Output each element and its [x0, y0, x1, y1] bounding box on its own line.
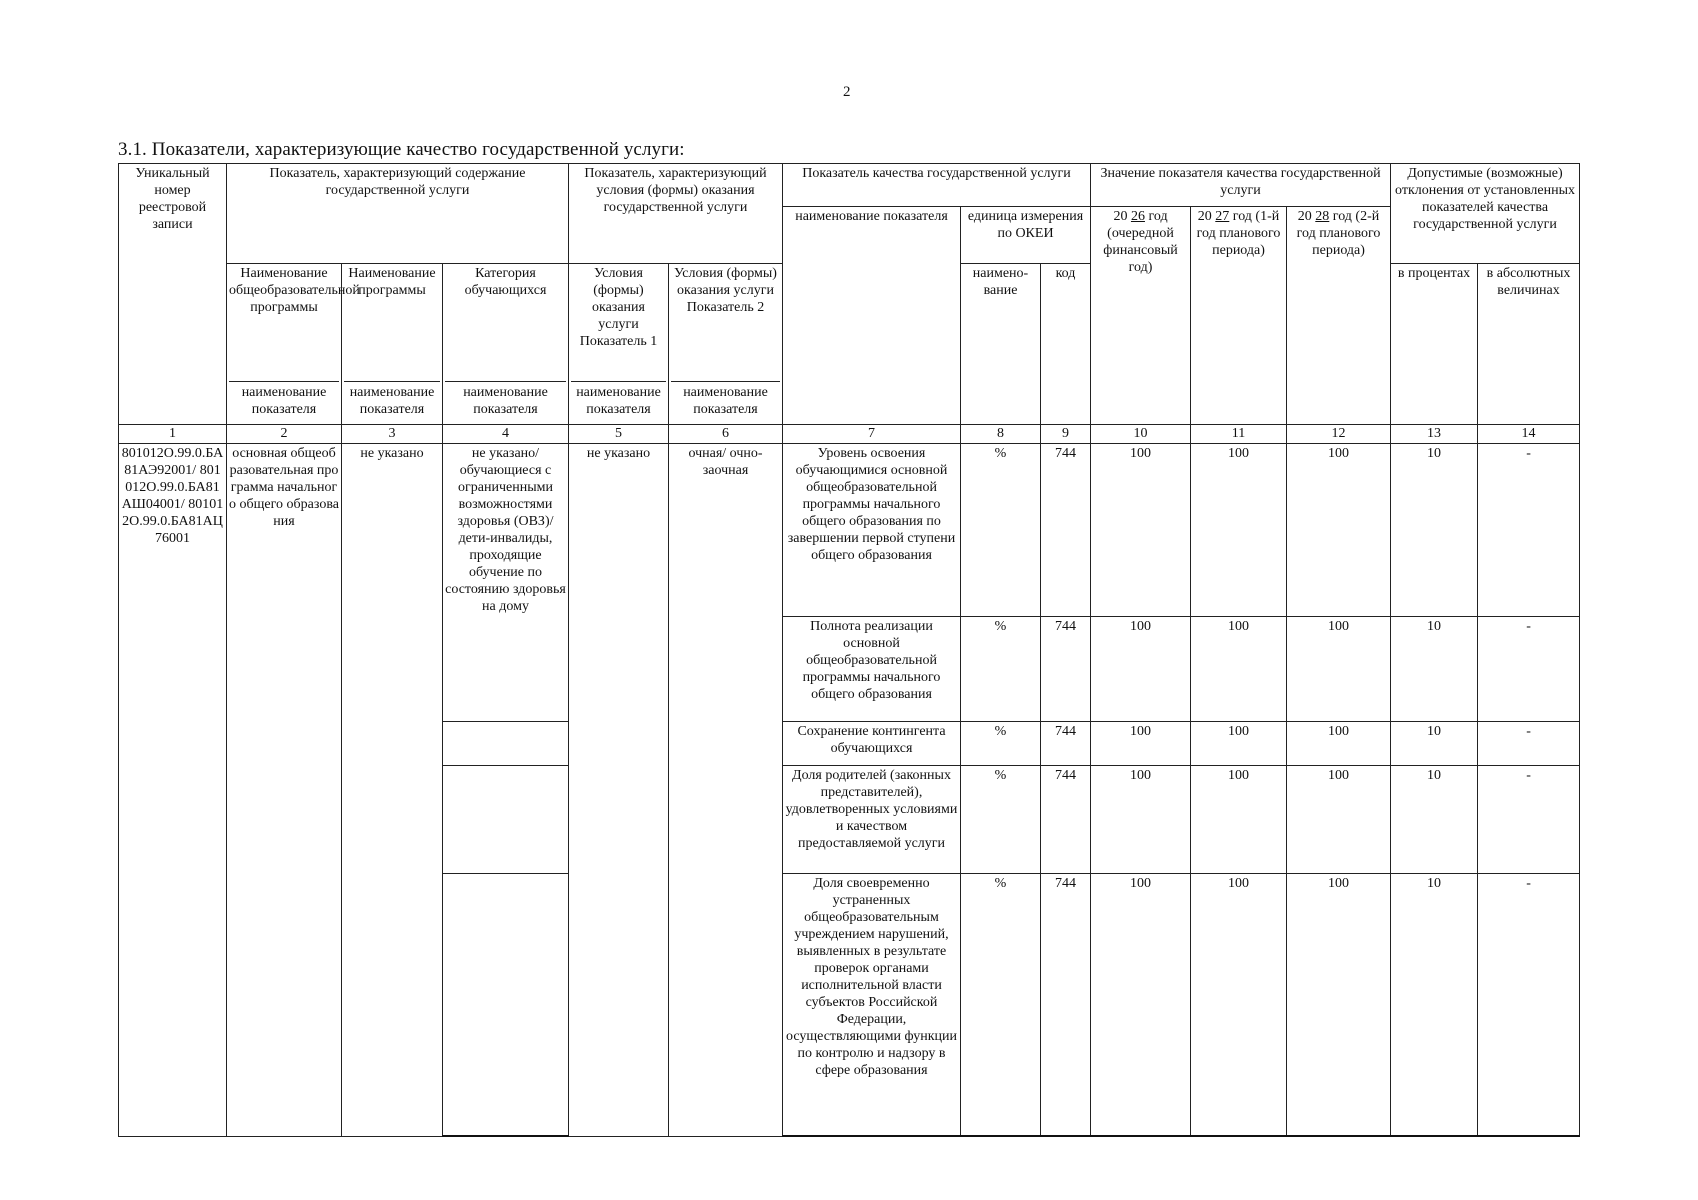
header-conditions-group: Показатель, характеризующий условия (формы) оказания государственной услуги — [569, 164, 783, 264]
header-col3: Наименование программы наименование показателя — [342, 264, 443, 425]
indicator-name: Сохранение контингента обучающихся — [783, 721, 961, 765]
indicator-name: Доля своевременно устраненных общеобразовательным учреждением нарушений, выявленных в результате проверок органами исполнительной власти субъектов Российской Федерации, осуществляющими функции по контролю и надзору в сфере образования — [783, 873, 961, 1136]
indicator-year-1: 100 — [1091, 616, 1191, 721]
header-col4: Категория обучающихся наименование показателя — [443, 264, 569, 425]
column-number: 8 — [961, 425, 1041, 444]
column-number: 5 — [569, 425, 669, 444]
indicator-year-1: 100 — [1091, 765, 1191, 873]
section-title: 3.1. Показатели, характеризующие качество государственной услуги: — [118, 139, 685, 160]
table-row — [119, 444, 1580, 617]
column-number: 7 — [783, 425, 961, 444]
record-category: не указано/ обучающиеся с ограниченными возможностями здоровья (ОВЗ)/ дети-инвалиды, проходящие обучение по состоянию здоровья на дому — [443, 444, 569, 617]
indicator-year-3: 100 — [1287, 873, 1391, 1136]
record-category-continuation — [443, 765, 569, 873]
indicator-percent: 10 — [1391, 721, 1478, 765]
record-category-continuation — [443, 873, 569, 1136]
indicator-year-1: 100 — [1091, 721, 1191, 765]
indicator-code: 744 — [1041, 873, 1091, 1136]
indicator-code: 744 — [1041, 444, 1091, 617]
column-number: 12 — [1287, 425, 1391, 444]
header-col6: Условия (формы) оказания услуги Показатель 2 наименование показателя — [669, 264, 783, 425]
column-number: 14 — [1478, 425, 1580, 444]
header-okei-name: наимено-вание — [961, 264, 1041, 425]
indicator-year-2: 100 — [1191, 616, 1287, 721]
header-year-2: 20 27 год (1-й год планового периода) — [1191, 207, 1287, 425]
indicator-year-1: 100 — [1091, 873, 1191, 1136]
record-number: 801012О.99.0.БА81АЭ92001/ 801012О.99.0.БА81АШ04001/ 801012О.99.0.БА81АЦ76001 — [119, 444, 227, 1137]
indicator-percent: 10 — [1391, 873, 1478, 1136]
header-year-1: 20 26 год (очередной финансовый год) — [1091, 207, 1191, 425]
column-number: 4 — [443, 425, 569, 444]
indicator-name: Доля родителей (законных представителей), удовлетворенных условиями и качеством предоставляемой услуги — [783, 765, 961, 873]
column-number: 11 — [1191, 425, 1287, 444]
indicator-absolute: - — [1478, 765, 1580, 873]
column-number: 1 — [119, 425, 227, 444]
column-number: 6 — [669, 425, 783, 444]
header-absolute: в абсолютных величинах — [1478, 264, 1580, 425]
indicator-absolute: - — [1478, 721, 1580, 765]
record-program: основная общеобразовательная программа начального общего образования — [227, 444, 342, 1137]
header-col2: Наименование общеобразовательной программы наименование показателя — [227, 264, 342, 425]
indicator-unit: % — [961, 616, 1041, 721]
indicator-year-2: 100 — [1191, 873, 1287, 1136]
indicator-absolute: - — [1478, 444, 1580, 617]
indicator-absolute: - — [1478, 873, 1580, 1136]
indicator-unit: % — [961, 873, 1041, 1136]
indicator-unit: % — [961, 721, 1041, 765]
indicator-percent: 10 — [1391, 765, 1478, 873]
header-deviation-group: Допустимые (возможные) отклонения от установленных показателей качества государственной услуги — [1391, 164, 1580, 264]
indicator-unit: % — [961, 444, 1041, 617]
indicator-absolute: - — [1478, 616, 1580, 721]
indicator-code: 744 — [1041, 765, 1091, 873]
indicator-year-3: 100 — [1287, 765, 1391, 873]
header-indicator-name: наименование показателя — [783, 207, 961, 425]
indicator-year-1: 100 — [1091, 444, 1191, 617]
header-content-group: Показатель, характеризующий содержание государственной услуги — [227, 164, 569, 264]
indicator-year-2: 100 — [1191, 765, 1287, 873]
header-okei-code: код — [1041, 264, 1091, 425]
indicator-percent: 10 — [1391, 444, 1478, 617]
column-number: 13 — [1391, 425, 1478, 444]
page-number: 2 — [843, 84, 851, 100]
record-category-continuation — [443, 616, 569, 721]
indicator-name: Полнота реализации основной общеобразовательной программы начального общего образования — [783, 616, 961, 721]
record-condition-1: не указано — [569, 444, 669, 1137]
column-number: 10 — [1091, 425, 1191, 444]
record-category-continuation — [443, 721, 569, 765]
quality-indicators-table — [118, 163, 1580, 1137]
header-year-3: 20 28 год (2-й год планового периода) — [1287, 207, 1391, 425]
record-program-name: не указано — [342, 444, 443, 1137]
header-okei-unit: единица измерения по ОКЕИ — [961, 207, 1091, 264]
indicator-name: Уровень освоения обучающимися основной общеобразовательной программы начального общего образования по завершении первой ступени общего образования — [783, 444, 961, 617]
header-value-group: Значение показателя качества государственной услуги — [1091, 164, 1391, 207]
header-record-number: Уникальный номер реестровой записи — [119, 164, 227, 425]
indicator-year-2: 100 — [1191, 721, 1287, 765]
column-number: 2 — [227, 425, 342, 444]
indicator-year-2: 100 — [1191, 444, 1287, 617]
indicator-year-3: 100 — [1287, 721, 1391, 765]
indicator-unit: % — [961, 765, 1041, 873]
indicator-code: 744 — [1041, 721, 1091, 765]
indicator-code: 744 — [1041, 616, 1091, 721]
indicator-year-3: 100 — [1287, 444, 1391, 617]
column-number: 3 — [342, 425, 443, 444]
column-number: 9 — [1041, 425, 1091, 444]
record-condition-2: очная/ очно-заочная — [669, 444, 783, 1137]
header-percent: в процентах — [1391, 264, 1478, 425]
header-col5: Условия (формы) оказания услуги Показатель 1 наименование показателя — [569, 264, 669, 425]
indicator-percent: 10 — [1391, 616, 1478, 721]
header-quality-group: Показатель качества государственной услуги — [783, 164, 1091, 207]
indicator-year-3: 100 — [1287, 616, 1391, 721]
